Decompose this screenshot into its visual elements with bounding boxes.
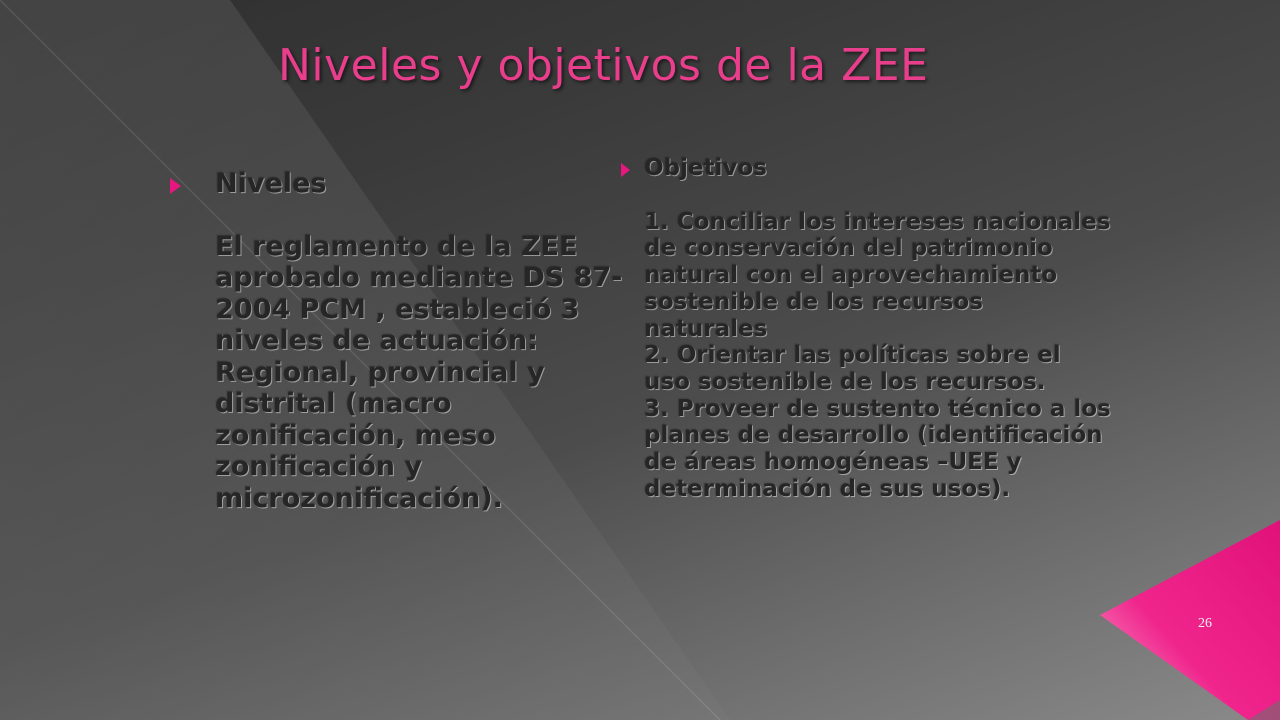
niveles-heading: Niveles <box>215 168 327 199</box>
page-number: 26 <box>1198 616 1212 631</box>
niveles-column <box>215 168 625 514</box>
objetivos-column <box>644 155 1114 502</box>
objetivo-item-1: 1. Conciliar los intereses nacionales de conservación del patrimonio natural con el aprovechamiento sostenible de los recursos naturales <box>644 208 1111 342</box>
objetivo-item-2: 2. Orientar las políticas sobre el uso sostenible de los recursos. <box>644 342 1061 395</box>
slide-title: Niveles y objetivos de la ZEE <box>278 40 929 91</box>
niveles-body: El reglamento de la ZEE aprobado mediante DS 87-2004 PCM , estableció 3 niveles de actuación: Regional, provincial y distrital (macro zonificación, meso zonificación y microzonificación). <box>215 230 623 514</box>
objetivo-item-3: 3. Proveer de sustento técnico a los planes de desarrollo (identificación de áreas homogéneas –UEE y determinación de sus usos). <box>644 395 1111 502</box>
objetivos-heading: Objetivos <box>644 155 767 181</box>
pink-corner-shape <box>1100 520 1280 720</box>
